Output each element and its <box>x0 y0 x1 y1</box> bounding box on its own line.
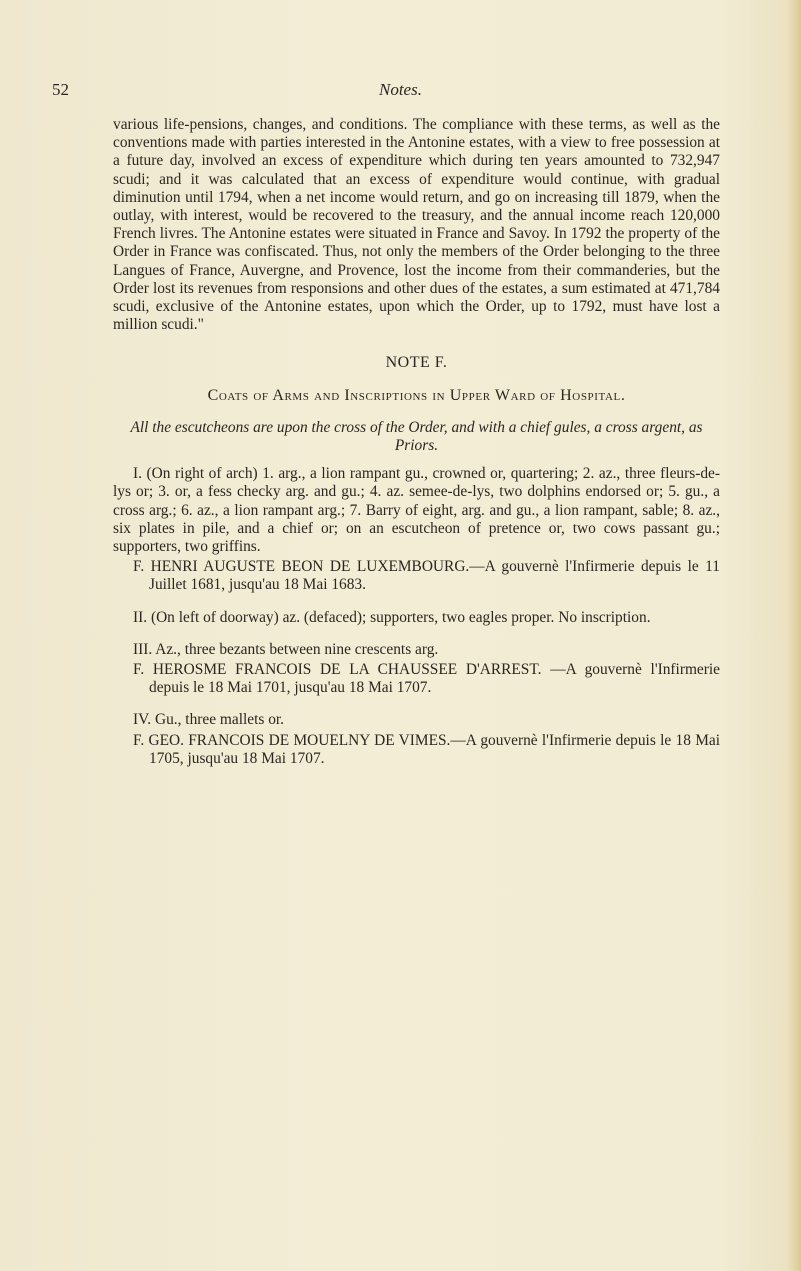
entry-1 <box>113 465 720 594</box>
entry-inscription: F. GEO. FRANCOIS DE MOUELNY DE VIMES.—A gouvernè l'Infirmerie depuis le 18 Mai 1705, jusqu'au 18 Mai 1707. <box>133 731 720 767</box>
entry-description: I. (On right of arch) 1. arg., a lion rampant gu., crowned or, quartering; 2. az., three fleurs-de-lys or; 3. or, a fess checky arg. and gu.; 4. az. semee-de-lys, two dolphins endorsed or; 5. gu., a cross arg.; 6. az., a lion rampant arg.; 7. Barry of eight, arg. and gu., a lion rampant, sable; 8. az., six plates in pile, and a chief or; on an escutcheon of pretence or, two cows passant gu.; supporters, two griffins. <box>113 465 720 556</box>
section-subheading: Coats of Arms and Inscriptions in Upper Ward of Hospital. <box>207 386 626 404</box>
entry-2 <box>113 609 720 627</box>
entry-description: II. (On left of doorway) az. (defaced); supporters, two eagles proper. No inscription. <box>133 608 651 626</box>
page-edge <box>787 0 801 1271</box>
section-intro: All the escutcheons are upon the cross of the Order, and with a chief gules, a cross argent, as Priors. <box>130 418 703 455</box>
page-header <box>0 80 801 104</box>
entry-4 <box>113 711 720 768</box>
entry-description: III. Az., three bezants between nine crescents arg. <box>133 640 439 658</box>
entry-description: IV. Gu., three mallets or. <box>133 711 285 729</box>
page-number: 52 <box>52 80 69 99</box>
note-title: NOTE F. <box>385 354 448 372</box>
continued-paragraph: various life-pensions, changes, and conditions. The compliance with these terms, as well as the conventions made with parties interested in the Antonine estates, with a view to free possession at a future day, involved an excess of expenditure which during ten years amounted to 732,947 scudi; and it was calculated that an excess of expenditure would continue, with gradual diminution until 1794, when a net income would return, and go on increasing till 1879, when the outlay, with interest, would be recovered to the treasury, and the annual income reach 120,000 French livres. The Antonine estates were situated in France and Savoy. In 1792 the property of the Order in France was confiscated. Thus, not only the members of the Order belonging to the three Langues of France, Auvergne, and Provence, lost the income from their commanderies, but the Order lost its revenues from responsions and other dues of the estates, a sum estimated at 471,784 scudi, exclusive of the Antonine estates, upon which the Order, up to 1792, must have lost a million scudi." <box>113 116 720 334</box>
page-body <box>113 116 720 768</box>
entry-inscription: F. HEROSME FRANCOIS DE LA CHAUSSEE D'ARREST. —A gouvernè l'Infirmerie depuis le 18 Mai 1701, jusqu'au 18 Mai 1707. <box>133 661 720 697</box>
entry-inscription: F. HENRI AUGUSTE BEON DE LUXEMBOURG.—A gouvernè l'Infirmerie depuis le 11 Juillet 1681, jusqu'au 18 Mai 1683. <box>133 558 720 594</box>
entry-3 <box>113 641 720 698</box>
running-title: Notes. <box>379 80 422 99</box>
